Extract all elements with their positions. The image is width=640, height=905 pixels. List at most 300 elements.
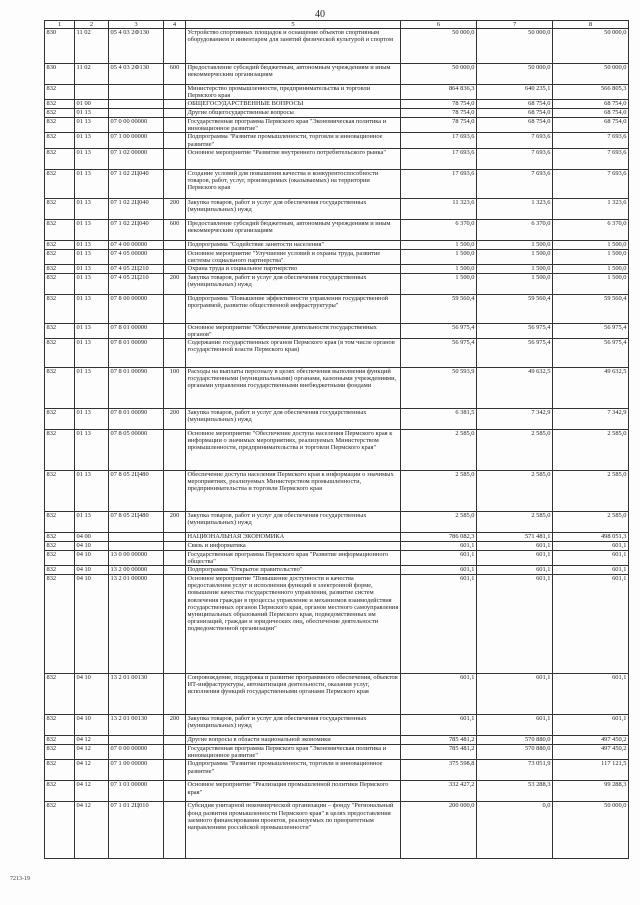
- target-article: 07 8 05 2Ц480: [109, 471, 164, 512]
- amount-year-3: 601,1: [553, 715, 629, 736]
- ministry-code: 832: [45, 198, 75, 219]
- target-article: 07 8 00 00000: [109, 294, 164, 323]
- expense-type: [164, 339, 186, 368]
- expense-type: [164, 264, 186, 273]
- amount-year-3: 68 754,0: [553, 109, 629, 118]
- target-article: 13 2 01 00000: [109, 575, 164, 674]
- amount-year-2: 68 754,0: [477, 109, 553, 118]
- section-code: [75, 85, 109, 100]
- amount-year-2: 50 000,0: [477, 64, 553, 85]
- amount-year-1: 17 693,6: [401, 133, 477, 148]
- expense-type: [164, 109, 186, 118]
- ministry-code: 832: [45, 715, 75, 736]
- amount-year-2: 1 500,0: [477, 273, 553, 294]
- amount-year-3: 50 000,0: [553, 29, 629, 64]
- table-row: [45, 409, 629, 430]
- amount-year-1: 50 000,0: [401, 29, 477, 64]
- ministry-code: 832: [45, 323, 75, 338]
- amount-year-3: 68 754,0: [553, 118, 629, 133]
- amount-year-3: 7 693,6: [553, 133, 629, 148]
- amount-year-2: 1 500,0: [477, 264, 553, 273]
- section-code: 01 13: [75, 273, 109, 294]
- section-code: 01 13: [75, 118, 109, 133]
- item-name: Сопровождение, поддержка и развитие программного обеспечения, объектов ИТ-инфраструктуры, автоматизация деятельности, оказания услуг, исполнения функций государственными органами Пермского края: [186, 674, 401, 715]
- table-row: [45, 533, 629, 542]
- column-number: 3: [109, 21, 164, 29]
- expense-type: [164, 133, 186, 148]
- amount-year-2: 601,1: [477, 575, 553, 674]
- table-row: [45, 29, 629, 64]
- amount-year-3: 59 560,4: [553, 294, 629, 323]
- section-code: 01 13: [75, 133, 109, 148]
- ministry-code: 832: [45, 368, 75, 409]
- item-name: Закупка товаров, работ и услуг для обеспечения государственных (муниципальных) нужд: [186, 715, 401, 736]
- item-name: Государственная программа Пермского края "Экономическая политика и инновационное развитие": [186, 745, 401, 760]
- expense-type: [164, 100, 186, 109]
- ministry-code: 832: [45, 512, 75, 533]
- item-name: Закупка товаров, работ и услуг для обеспечения государственных (муниципальных) нужд: [186, 512, 401, 533]
- table-row: [45, 109, 629, 118]
- expense-type: [164, 566, 186, 575]
- amount-year-1: 2 585,0: [401, 430, 477, 471]
- amount-year-1: 785 481,2: [401, 745, 477, 760]
- amount-year-1: 56 975,4: [401, 339, 477, 368]
- amount-year-3: 117 121,5: [553, 760, 629, 781]
- amount-year-3: 1 500,0: [553, 249, 629, 264]
- table-row: [45, 674, 629, 715]
- item-name: Основное мероприятие "Обеспечение деятельности государственных органов": [186, 323, 401, 338]
- ministry-code: 832: [45, 542, 75, 551]
- item-name: НАЦИОНАЛЬНАЯ ЭКОНОМИКА: [186, 533, 401, 542]
- table-row: [45, 118, 629, 133]
- ministry-code: 832: [45, 736, 75, 745]
- target-article: 13 0 00 00000: [109, 551, 164, 566]
- amount-year-2: 49 632,5: [477, 368, 553, 409]
- column-number: 5: [186, 21, 401, 29]
- section-code: 11 02: [75, 64, 109, 85]
- section-code: 01 00: [75, 100, 109, 109]
- target-article: 07 8 01 00090: [109, 339, 164, 368]
- item-name: Обеспечение доступа населения Пермского края к информации о значимых мероприятиях, реализуемых Министерством промышленности, предпринимательства и торговли Пермского края: [186, 471, 401, 512]
- item-name: Предоставление субсидий бюджетным, автономным учреждениям и иным некоммерческим организациям: [186, 64, 401, 85]
- amount-year-2: 68 754,0: [477, 100, 553, 109]
- amount-year-3: 7 693,6: [553, 169, 629, 198]
- item-name: Основное мероприятие "Обеспечение доступа населения Пермского края к информации о значимых мероприятиях, реализуемых Министерством промышленности, предпринимательства и торговли Пермского края": [186, 430, 401, 471]
- amount-year-3: 1 500,0: [553, 273, 629, 294]
- target-article: [109, 542, 164, 551]
- amount-year-2: 601,1: [477, 715, 553, 736]
- amount-year-2: 601,1: [477, 542, 553, 551]
- expense-type: [164, 760, 186, 781]
- ministry-code: 830: [45, 64, 75, 85]
- ministry-code: 832: [45, 169, 75, 198]
- section-code: 01 13: [75, 169, 109, 198]
- expense-type: 100: [164, 368, 186, 409]
- expense-type: [164, 294, 186, 323]
- budget-table: [44, 20, 629, 859]
- item-name: Создание условий для повышения качества и конкурентоспособности товаров, работ, услуг, производимых (оказываемых) на территории Пермского края: [186, 169, 401, 198]
- target-article: 05 4 03 2Ф130: [109, 64, 164, 85]
- amount-year-1: 50 000,0: [401, 64, 477, 85]
- amount-year-2: 601,1: [477, 551, 553, 566]
- amount-year-3: 99 288,3: [553, 781, 629, 802]
- amount-year-2: 7 693,6: [477, 133, 553, 148]
- column-number-row: [45, 21, 629, 29]
- table-row: [45, 264, 629, 273]
- amount-year-3: 6 370,0: [553, 219, 629, 240]
- target-article: 13 2 01 00130: [109, 674, 164, 715]
- amount-year-1: 2 585,0: [401, 471, 477, 512]
- amount-year-1: 17 693,6: [401, 169, 477, 198]
- table-row: [45, 339, 629, 368]
- item-name: Связь и информатика: [186, 542, 401, 551]
- ministry-code: 832: [45, 249, 75, 264]
- table-row: [45, 430, 629, 471]
- ministry-code: 832: [45, 760, 75, 781]
- expense-type: [164, 471, 186, 512]
- amount-year-1: 2 585,0: [401, 512, 477, 533]
- ministry-code: 832: [45, 471, 75, 512]
- page-number: 40: [315, 9, 325, 20]
- item-name: Закупка товаров, работ и услуг для обеспечения государственных (муниципальных) нужд: [186, 409, 401, 430]
- amount-year-2: 7 693,6: [477, 148, 553, 169]
- amount-year-2: 50 000,0: [477, 29, 553, 64]
- expense-type: 200: [164, 409, 186, 430]
- expense-type: [164, 85, 186, 100]
- column-number: 6: [401, 21, 477, 29]
- target-article: 07 1 01 2Ц010: [109, 802, 164, 859]
- section-code: 04 12: [75, 736, 109, 745]
- section-code: 01 13: [75, 264, 109, 273]
- section-code: 04 10: [75, 674, 109, 715]
- amount-year-3: 566 805,3: [553, 85, 629, 100]
- target-article: 07 8 05 2Ц480: [109, 512, 164, 533]
- amount-year-2: 1 323,6: [477, 198, 553, 219]
- item-name: Закупка товаров, работ и услуг для обеспечения государственных (муниципальных) нужд: [186, 273, 401, 294]
- amount-year-1: 6 370,0: [401, 219, 477, 240]
- amount-year-3: 601,1: [553, 566, 629, 575]
- expense-type: [164, 575, 186, 674]
- ministry-code: 832: [45, 294, 75, 323]
- table-row: [45, 100, 629, 109]
- section-code: 01 13: [75, 430, 109, 471]
- ministry-code: 832: [45, 575, 75, 674]
- expense-type: [164, 745, 186, 760]
- ministry-code: 832: [45, 240, 75, 249]
- amount-year-1: 601,1: [401, 674, 477, 715]
- table-row: [45, 198, 629, 219]
- expense-type: [164, 781, 186, 802]
- amount-year-3: 56 975,4: [553, 339, 629, 368]
- expense-type: 600: [164, 219, 186, 240]
- item-name: Основное мероприятие "Развитие внутреннего потребительского рынка": [186, 148, 401, 169]
- amount-year-3: 50 000,0: [553, 802, 629, 859]
- item-name: Содержание государственных органов Пермского края (в том числе органов государственной власти Пермского края): [186, 339, 401, 368]
- ministry-code: 832: [45, 566, 75, 575]
- amount-year-1: 1 500,0: [401, 240, 477, 249]
- expense-type: [164, 542, 186, 551]
- ministry-code: 830: [45, 29, 75, 64]
- amount-year-1: 1 500,0: [401, 273, 477, 294]
- table-row: [45, 85, 629, 100]
- amount-year-1: 59 560,4: [401, 294, 477, 323]
- item-name: Устройство спортивных площадок и оснащение объектов спортивным оборудованием и инвентарем для занятий физической культурой и спортом: [186, 29, 401, 64]
- expense-type: 200: [164, 273, 186, 294]
- table-row: [45, 323, 629, 338]
- expense-type: [164, 240, 186, 249]
- amount-year-3: 7 693,6: [553, 148, 629, 169]
- section-code: 01 13: [75, 219, 109, 240]
- item-name: Основное мероприятие "Улучшение условий и охраны труда, развитие системы социального партнерства": [186, 249, 401, 264]
- target-article: 07 1 02 2Ц040: [109, 219, 164, 240]
- amount-year-1: 601,1: [401, 551, 477, 566]
- amount-year-1: 601,1: [401, 542, 477, 551]
- expense-type: [164, 29, 186, 64]
- target-article: 07 0 00 00000: [109, 118, 164, 133]
- amount-year-1: 601,1: [401, 575, 477, 674]
- target-article: 07 4 05 00000: [109, 249, 164, 264]
- amount-year-2: 571 481,1: [477, 533, 553, 542]
- section-code: 01 13: [75, 409, 109, 430]
- amount-year-1: 375 598,8: [401, 760, 477, 781]
- column-number: 8: [553, 21, 629, 29]
- section-code: 01 13: [75, 323, 109, 338]
- target-article: [109, 100, 164, 109]
- ministry-code: 832: [45, 409, 75, 430]
- column-number: 2: [75, 21, 109, 29]
- section-code: 01 13: [75, 240, 109, 249]
- table-row: [45, 294, 629, 323]
- amount-year-3: 1 500,0: [553, 264, 629, 273]
- expense-type: [164, 169, 186, 198]
- item-name: ОБЩЕГОСУДАРСТВЕННЫЕ ВОПРОСЫ: [186, 100, 401, 109]
- item-name: Министерство промышленности, предпринимательства и торговли Пермского края: [186, 85, 401, 100]
- expense-type: [164, 323, 186, 338]
- table-row: [45, 471, 629, 512]
- section-code: 04 10: [75, 542, 109, 551]
- section-code: 01 13: [75, 148, 109, 169]
- expense-type: 600: [164, 64, 186, 85]
- ministry-code: 832: [45, 745, 75, 760]
- amount-year-3: 68 754,0: [553, 100, 629, 109]
- item-name: Другие общегосударственные вопросы: [186, 109, 401, 118]
- amount-year-2: 601,1: [477, 674, 553, 715]
- table-row: [45, 542, 629, 551]
- table-row: [45, 368, 629, 409]
- amount-year-1: 200 000,0: [401, 802, 477, 859]
- ministry-code: 832: [45, 781, 75, 802]
- section-code: 01 13: [75, 249, 109, 264]
- table-row: [45, 64, 629, 85]
- ministry-code: 832: [45, 109, 75, 118]
- target-article: 07 4 05 2Ц210: [109, 264, 164, 273]
- amount-year-1: 50 593,9: [401, 368, 477, 409]
- section-code: 04 10: [75, 551, 109, 566]
- column-number: 1: [45, 21, 75, 29]
- table-row: [45, 781, 629, 802]
- amount-year-3: 2 585,0: [553, 471, 629, 512]
- target-article: [109, 85, 164, 100]
- item-name: Подпрограмма "Повышение эффективности управления государственной программой, развитие общественной инфраструктуры": [186, 294, 401, 323]
- table-row: [45, 169, 629, 198]
- target-article: 07 1 02 00000: [109, 148, 164, 169]
- amount-year-3: 1 323,6: [553, 198, 629, 219]
- target-article: 07 8 01 00090: [109, 368, 164, 409]
- table-row: [45, 760, 629, 781]
- ministry-code: 832: [45, 219, 75, 240]
- item-name: Подпрограмма "Содействие занятости населения": [186, 240, 401, 249]
- target-article: 07 1 00 00000: [109, 760, 164, 781]
- ministry-code: 832: [45, 85, 75, 100]
- amount-year-3: 49 632,5: [553, 368, 629, 409]
- amount-year-1: 1 500,0: [401, 264, 477, 273]
- target-article: 07 0 00 00000: [109, 745, 164, 760]
- amount-year-1: 1 500,0: [401, 249, 477, 264]
- item-name: Предоставление субсидий бюджетным, автономным учреждениям и иным некоммерческим организациям: [186, 219, 401, 240]
- target-article: 07 8 01 00000: [109, 323, 164, 338]
- expense-type: [164, 736, 186, 745]
- ministry-code: 832: [45, 273, 75, 294]
- item-name: Закупка товаров, работ и услуг для обеспечения государственных (муниципальных) нужд: [186, 198, 401, 219]
- amount-year-2: 1 500,0: [477, 249, 553, 264]
- expense-type: [164, 249, 186, 264]
- amount-year-3: 601,1: [553, 674, 629, 715]
- item-name: Государственная программа Пермского края "Экономическая политика и инновационное развитие": [186, 118, 401, 133]
- target-article: 13 2 00 00000: [109, 566, 164, 575]
- amount-year-1: 17 693,6: [401, 148, 477, 169]
- item-name: Охрана труда и социальное партнерство: [186, 264, 401, 273]
- amount-year-3: 497 450,2: [553, 745, 629, 760]
- section-code: 01 13: [75, 512, 109, 533]
- amount-year-1: 332 427,2: [401, 781, 477, 802]
- ministry-code: 832: [45, 118, 75, 133]
- amount-year-1: 785 481,2: [401, 736, 477, 745]
- ministry-code: 832: [45, 533, 75, 542]
- section-code: 04 12: [75, 802, 109, 859]
- ministry-code: 832: [45, 264, 75, 273]
- amount-year-2: 601,1: [477, 566, 553, 575]
- item-name: Другие вопросы в области национальной экономики: [186, 736, 401, 745]
- amount-year-2: 53 288,3: [477, 781, 553, 802]
- amount-year-2: 68 754,0: [477, 118, 553, 133]
- target-article: 07 8 05 00000: [109, 430, 164, 471]
- amount-year-1: 78 754,0: [401, 100, 477, 109]
- amount-year-3: 56 975,4: [553, 323, 629, 338]
- expense-type: [164, 533, 186, 542]
- section-code: 01 13: [75, 198, 109, 219]
- amount-year-1: 78 754,0: [401, 118, 477, 133]
- table-row: [45, 715, 629, 736]
- expense-type: [164, 118, 186, 133]
- expense-type: [164, 148, 186, 169]
- item-name: Подпрограмма "Открытое правительство": [186, 566, 401, 575]
- table-row: [45, 745, 629, 760]
- table-row: [45, 802, 629, 859]
- section-code: 04 12: [75, 781, 109, 802]
- table-row: [45, 219, 629, 240]
- ministry-code: 832: [45, 148, 75, 169]
- amount-year-3: 1 500,0: [553, 240, 629, 249]
- section-code: 04 12: [75, 760, 109, 781]
- expense-type: [164, 802, 186, 859]
- amount-year-2: 2 585,0: [477, 512, 553, 533]
- amount-year-2: 59 560,4: [477, 294, 553, 323]
- ministry-code: 832: [45, 802, 75, 859]
- table-row: [45, 273, 629, 294]
- section-code: 04 10: [75, 715, 109, 736]
- amount-year-2: 2 585,0: [477, 430, 553, 471]
- amount-year-3: 498 051,3: [553, 533, 629, 542]
- item-name: Расходы на выплаты персоналу в целях обеспечения выполнения функций государственными (муниципальными) органами, казенными учреждениями, органами управления государственными внебюджетными фондами: [186, 368, 401, 409]
- amount-year-3: 7 342,9: [553, 409, 629, 430]
- amount-year-2: 7 693,6: [477, 169, 553, 198]
- item-name: Подпрограмма "Развитие промышленности, торговли и инновационное развитие": [186, 133, 401, 148]
- amount-year-2: 56 975,4: [477, 339, 553, 368]
- amount-year-3: 2 585,0: [553, 512, 629, 533]
- amount-year-2: 6 370,0: [477, 219, 553, 240]
- table-row: [45, 551, 629, 566]
- item-name: Основное мероприятие "Повышение доступности и качества предоставления услуг и исполнения функций в электронной форме, повышение качества государственного управления, развитие систем вовлечения граждан в процессы управление и механизмов взаимодействия государственных органов Пермского края, органов местного самоуправления муниципальных образований Пермского края, подведомственных им организаций, граждан и юридических лиц, обеспечение деятельности подведомственной организации": [186, 575, 401, 674]
- table-row: [45, 133, 629, 148]
- section-code: 04 12: [75, 745, 109, 760]
- amount-year-2: 73 051,9: [477, 760, 553, 781]
- amount-year-3: 601,1: [553, 551, 629, 566]
- target-article: [109, 109, 164, 118]
- target-article: 13 2 01 00130: [109, 715, 164, 736]
- section-code: 01 13: [75, 109, 109, 118]
- expense-type: 200: [164, 198, 186, 219]
- amount-year-1: 6 381,5: [401, 409, 477, 430]
- target-article: 07 8 01 00090: [109, 409, 164, 430]
- section-code: 11 02: [75, 29, 109, 64]
- amount-year-2: 570 880,0: [477, 736, 553, 745]
- column-number: 7: [477, 21, 553, 29]
- ministry-code: 832: [45, 100, 75, 109]
- section-code: 01 13: [75, 339, 109, 368]
- table-row: [45, 249, 629, 264]
- ministry-code: 832: [45, 674, 75, 715]
- amount-year-3: 497 450,2: [553, 736, 629, 745]
- amount-year-3: 2 585,0: [553, 430, 629, 471]
- section-code: 01 13: [75, 471, 109, 512]
- table-row: [45, 240, 629, 249]
- amount-year-3: 601,1: [553, 575, 629, 674]
- target-article: 07 4 00 00000: [109, 240, 164, 249]
- amount-year-2: 0,0: [477, 802, 553, 859]
- amount-year-3: 601,1: [553, 542, 629, 551]
- expense-type: [164, 551, 186, 566]
- amount-year-2: 1 500,0: [477, 240, 553, 249]
- amount-year-1: 11 323,6: [401, 198, 477, 219]
- target-article: 05 4 03 2Ф130: [109, 29, 164, 64]
- section-code: 04 00: [75, 533, 109, 542]
- amount-year-1: 78 754,0: [401, 109, 477, 118]
- target-article: [109, 736, 164, 745]
- item-name: Основное мероприятие "Реализация промышленной политики Пермского края": [186, 781, 401, 802]
- section-code: 01 13: [75, 368, 109, 409]
- amount-year-2: 2 585,0: [477, 471, 553, 512]
- item-name: Государственная программа Пермского края "Развитие информационного общества": [186, 551, 401, 566]
- target-article: 07 1 02 2Ц040: [109, 169, 164, 198]
- target-article: 07 1 01 00000: [109, 781, 164, 802]
- amount-year-1: 56 975,4: [401, 323, 477, 338]
- table-row: [45, 512, 629, 533]
- item-name: Подпрограмма "Развитие промышленности, торговли и инновационное развитие": [186, 760, 401, 781]
- amount-year-1: 864 836,3: [401, 85, 477, 100]
- amount-year-2: 56 975,4: [477, 323, 553, 338]
- target-article: 07 1 00 00000: [109, 133, 164, 148]
- section-code: 04 10: [75, 566, 109, 575]
